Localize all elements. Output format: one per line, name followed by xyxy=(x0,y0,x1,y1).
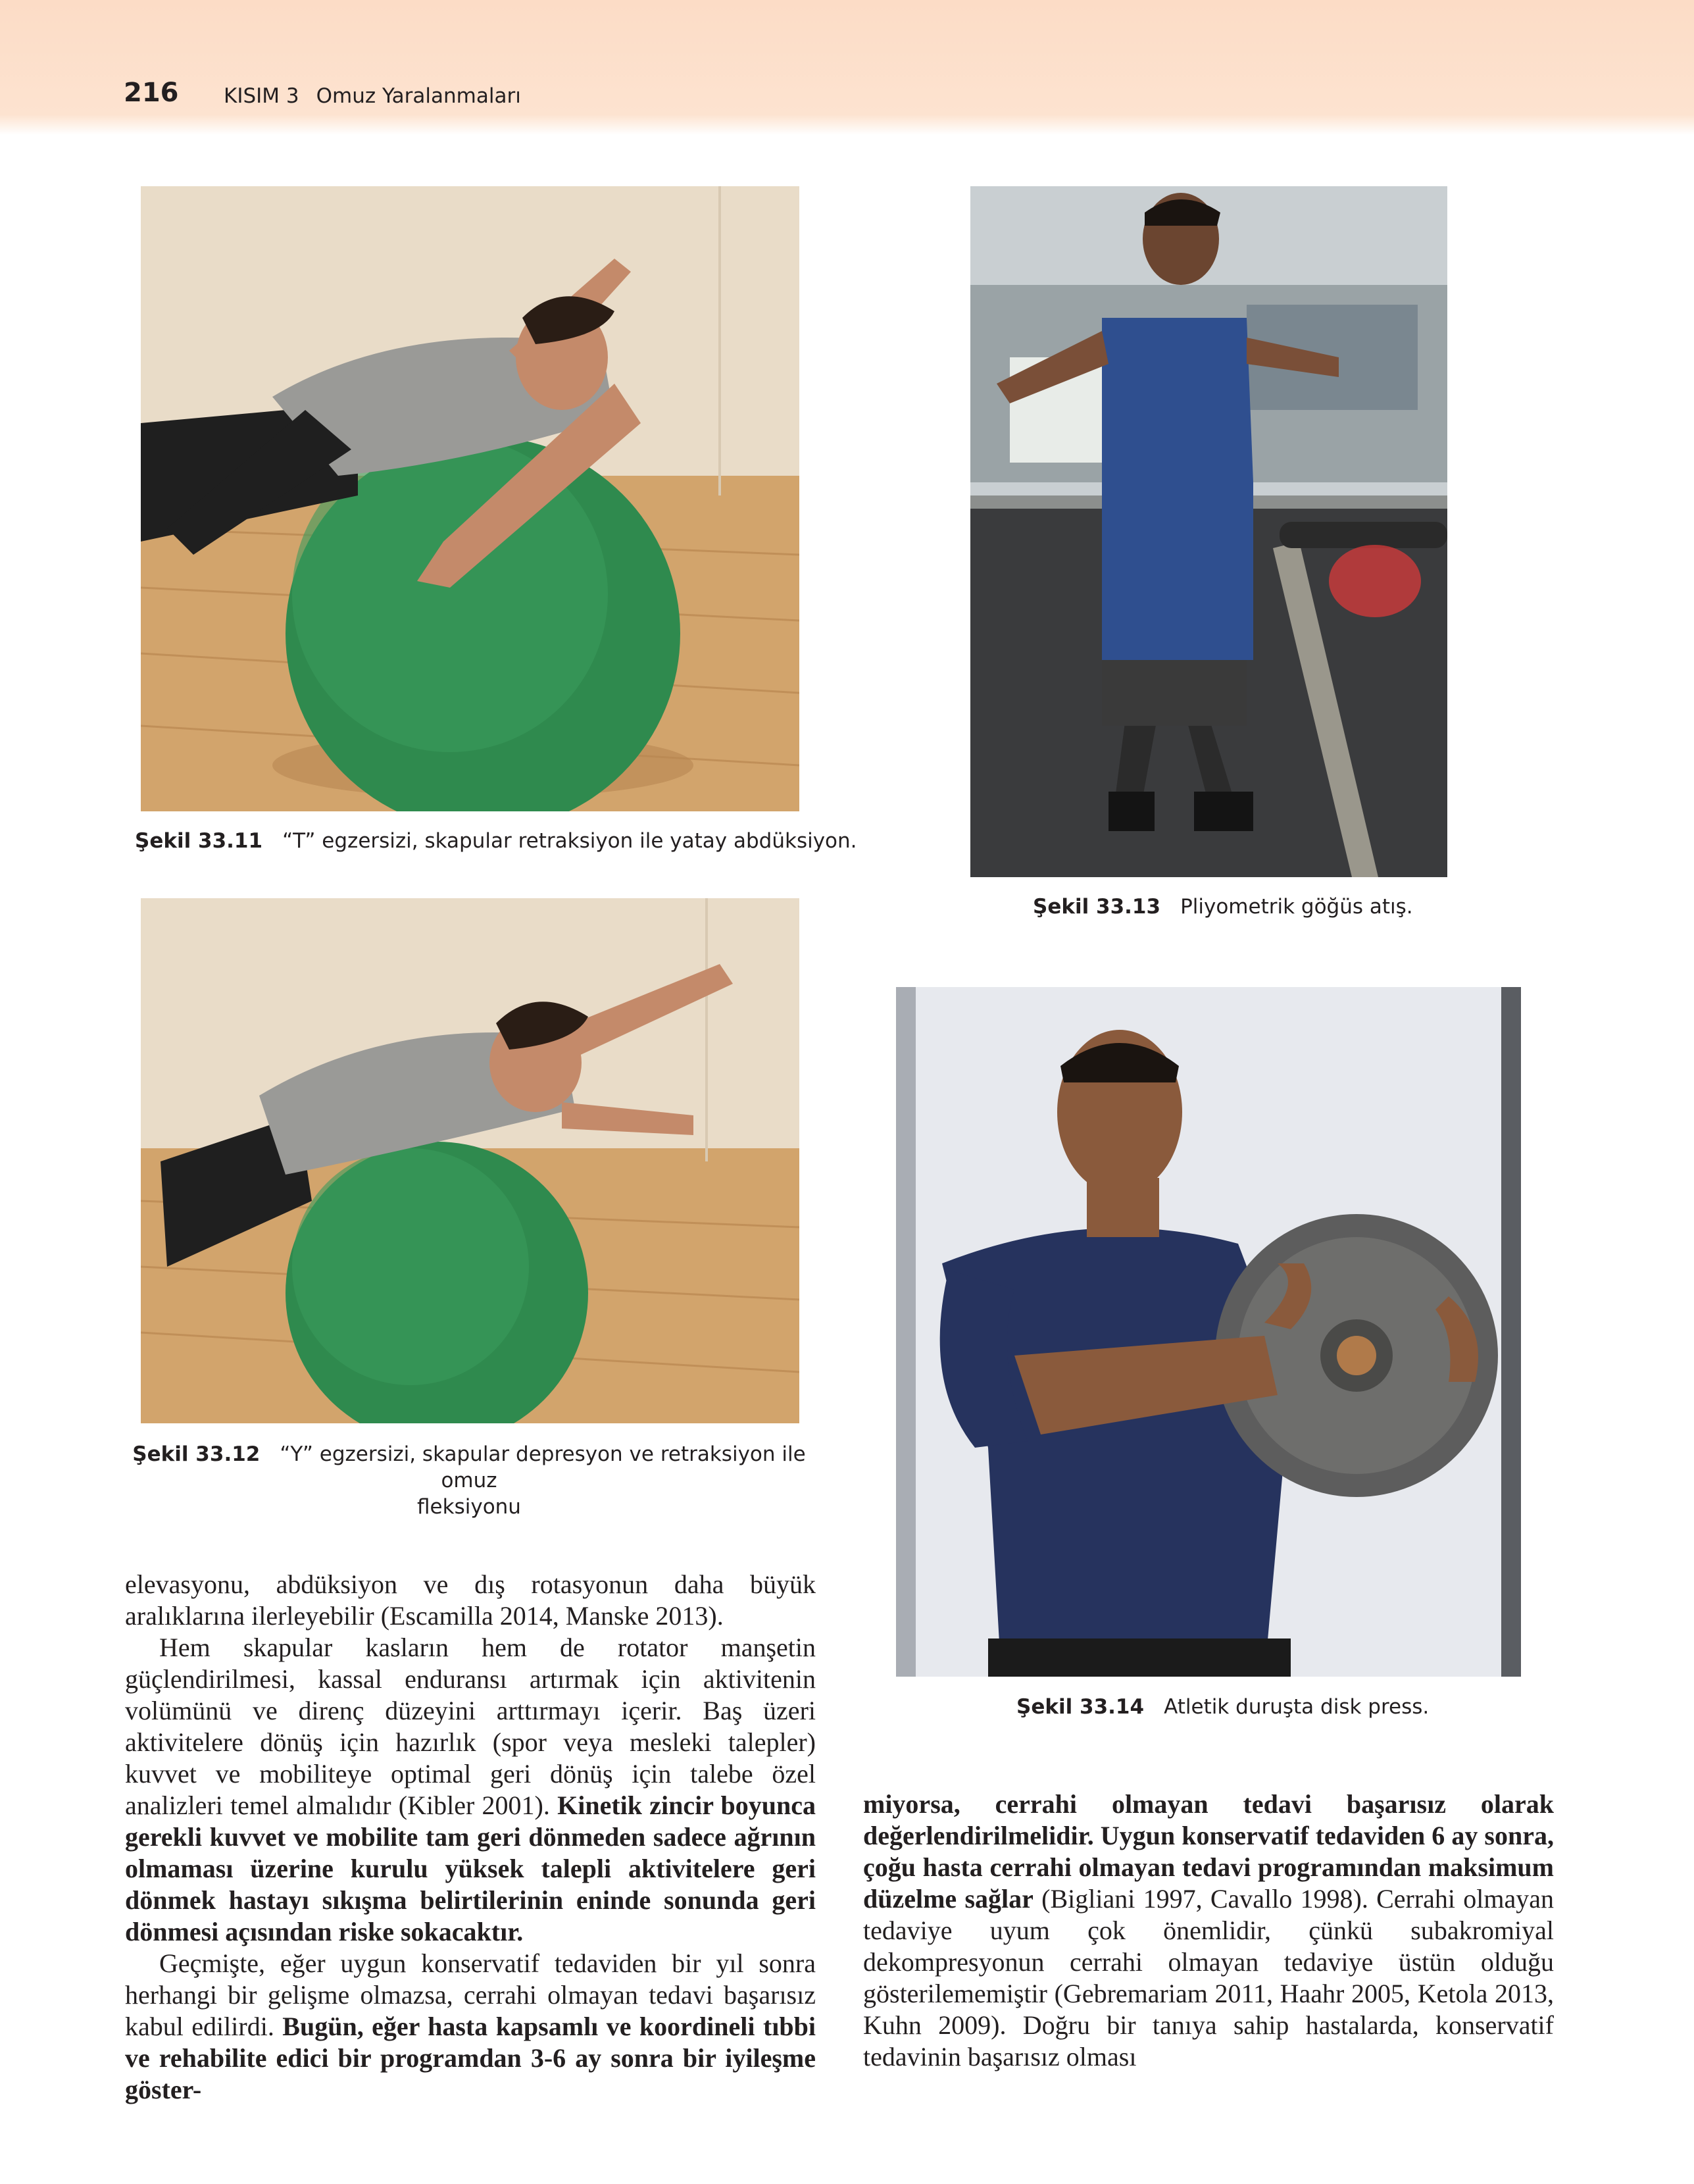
page-number: 216 xyxy=(124,78,179,108)
figure-33-13-photo xyxy=(970,186,1447,877)
running-head xyxy=(224,84,521,108)
paragraph: Geçmişte, eğer uygun konservatif tedaviden bir yıl sonra herhangi bir gelişme olmazsa, cerrahi olmayan tedavi başarısız kabul edilirdi. Bugün, eğer hasta kapsamlı ve koordineli tıbbi ve rehabilite edici bir programdan 3-6 ay sonra bir iyileşme göster- xyxy=(125,1948,816,2104)
right-text-column xyxy=(863,1789,1554,2073)
figure-caption-text: “T” egzersizi, skapular retraksiyon ile yatay abdüksiyon. xyxy=(282,829,857,853)
figure-33-11-caption xyxy=(135,828,857,854)
figure-caption-text: Pliyometrik göğüs atış. xyxy=(1180,895,1413,919)
section-title: Omuz Yaralanmaları xyxy=(316,84,521,108)
figure-caption-text: “Y” egzersizi, skapular depresyon ve retraksiyon ile omuz xyxy=(280,1442,806,1492)
page-header xyxy=(0,0,1694,135)
left-text-column xyxy=(125,1569,816,2106)
figure-number: Şekil 33.11 xyxy=(135,829,263,853)
figure-number: Şekil 33.13 xyxy=(1033,895,1161,919)
figure-number: Şekil 33.12 xyxy=(132,1442,261,1466)
figure-caption-text-line2: fleksiyonu xyxy=(417,1495,521,1519)
paragraph: Hem skapular kasların hem de rotator manşetin güçlendirilmesi, kassal enduransı artırmak için aktivitenin volümünü ve direnç düzeyini arttırmayı içerir. Baş üzeri aktivitelere dönüş için hazırlık (spor veya mesleki talepler) kuvvet ve mobiliteye optimal geri dönüş için talebe özel analizleri temel almalıdır (Kibler 2001). Kinetik zincir boyunca gerekli kuvvet ve mobilite tam geri dönmeden sadece ağrının olmaması üzerine kurulu yüksek talepli aktivitelere geri dönmek hastayı sıkışma belirtilerinin eninde sonunda geri dönmesi açısından riske sokacaktır. xyxy=(125,1633,816,1946)
figure-33-12-photo xyxy=(141,898,799,1423)
figure-33-12-caption xyxy=(127,1441,811,1520)
figure-33-14-photo xyxy=(896,987,1521,1677)
paragraph: elevasyonu, abdüksiyon ve dış rotasyonun daha büyük aralıklarına ilerleyebilir (Escamilla 2014, Manske 2013). xyxy=(125,1569,816,1631)
figure-number: Şekil 33.14 xyxy=(1016,1695,1145,1719)
figure-33-14-caption xyxy=(1016,1694,1429,1720)
paragraph: miyorsa, cerrahi olmayan tedavi başarısız olarak değerlendirilmelidir. Uygun konservatif tedaviden 6 ay sonra, çoğu hasta cerrahi olmayan tedavi programından maksimum düzelme sağlar (Bigliani 1997, Cavallo 1998). Cerrahi olmayan tedaviye uyum çok önemlidir, çünkü subakromiyal dekompresyonun cerrahi olmayan tedaviye üstün olduğu gösterilememiştir (Gebremariam 2011, Haahr 2005, Ketola 2013, Kuhn 2009). Doğru bir tanıya sahip hastalarda, konservatif tedavinin başarısız olması xyxy=(863,1789,1554,2071)
part-label: KISIM 3 xyxy=(224,84,299,108)
figure-33-11-photo xyxy=(141,186,799,811)
figure-33-13-caption xyxy=(1033,894,1413,920)
figure-caption-text: Atletik duruşta disk press. xyxy=(1164,1695,1430,1719)
